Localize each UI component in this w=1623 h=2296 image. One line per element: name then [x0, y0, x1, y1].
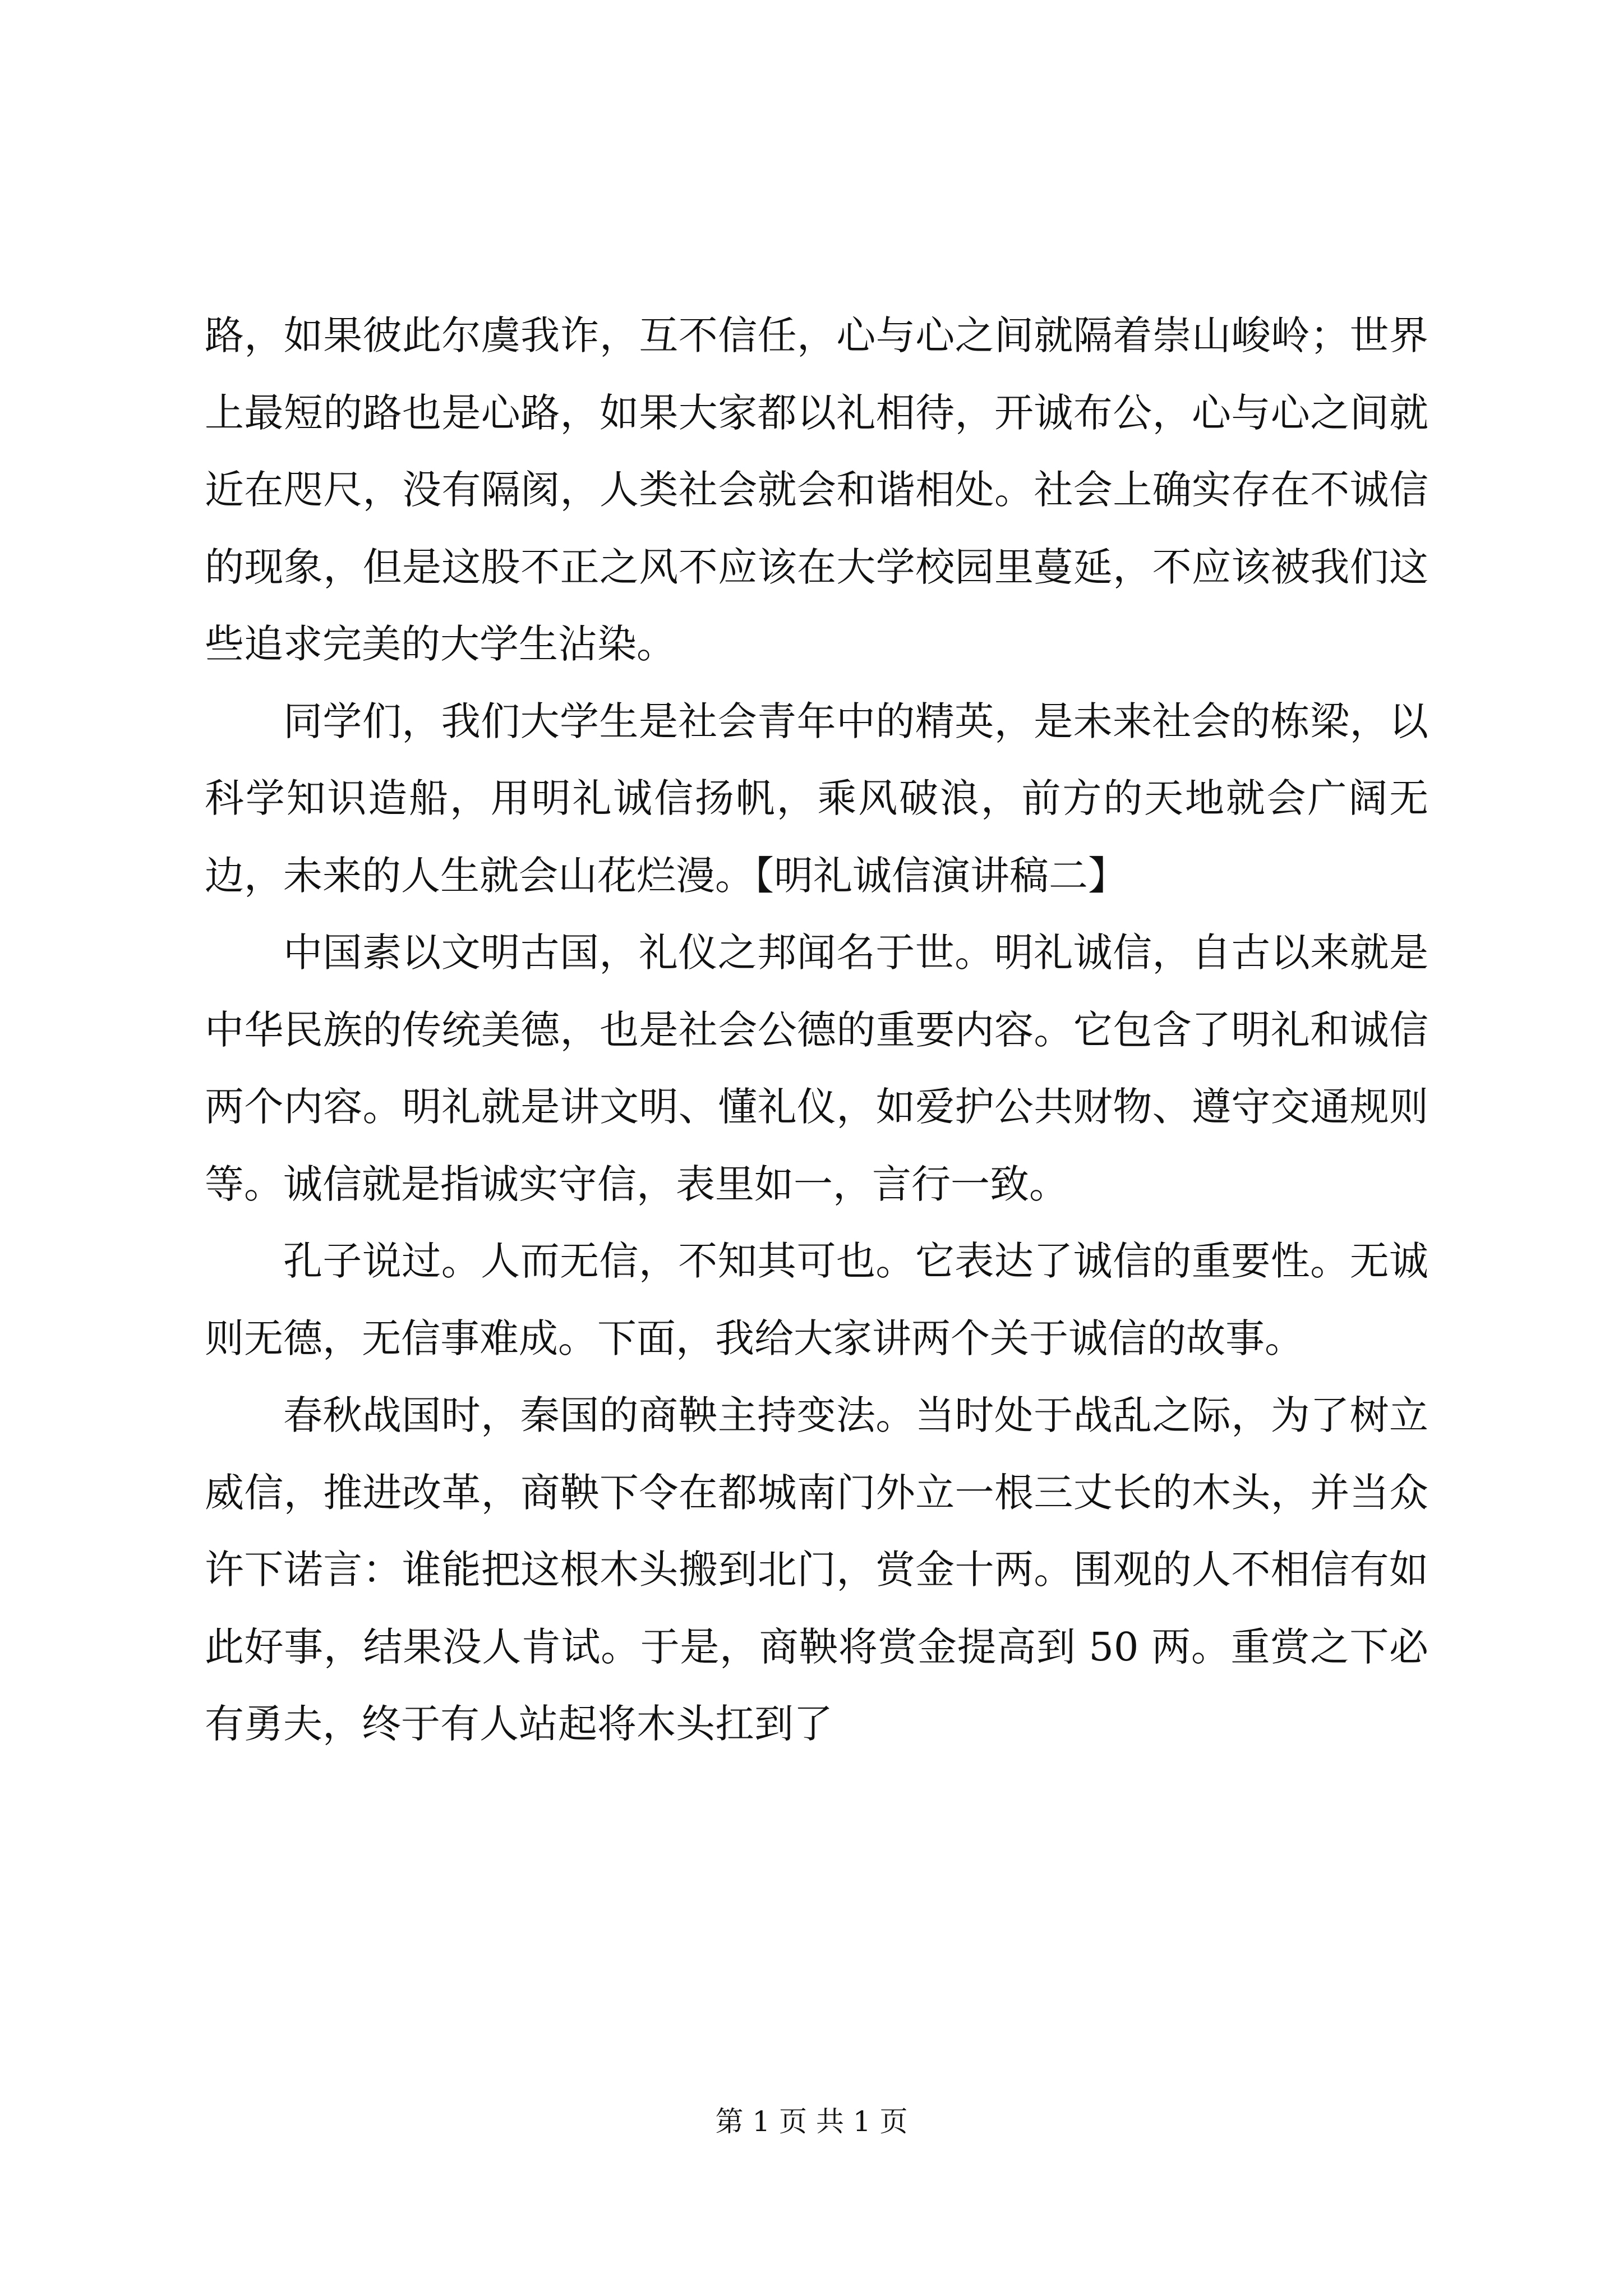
document-body	[205, 297, 1428, 1763]
page-footer: 第 1 页 共 1 页	[715, 2105, 908, 2138]
paragraph-3: 中国素以文明古国，礼仪之邦闻名于世。明礼诚信，自古以来就是中华民族的传统美德，也是社会公德的重要内容。它包含了明礼和诚信两个内容。明礼就是讲文明、懂礼仪，如爱护公共财物、遵守交通规则等。诚信就是指诚实守信，表里如一，言行一致。	[205, 930, 1428, 1207]
paragraph-2: 同学们，我们大学生是社会青年中的精英，是未来社会的栋梁，以科学知识造船，用明礼诚信扬帆，乘风破浪，前方的天地就会广阔无边，未来的人生就会山花烂漫。【明礼诚信演讲稿二】	[205, 698, 1428, 899]
paragraph-4: 孔子说过。人而无信，不知其可也。它表达了诚信的重要性。无诚则无德，无信事难成。下面，我给大家讲两个关于诚信的故事。	[205, 1238, 1428, 1361]
paragraph-1: 路，如果彼此尔虞我诈，互不信任，心与心之间就隔着崇山峻岭；世界上最短的路也是心路，如果大家都以礼相待，开诚布公，心与心之间就近在咫尺，没有隔阂，人类社会就会和谐相处。社会上确实存在不诚信的现象，但是这股不正之风不应该在大学校园里蔓延，不应该被我们这些追求完美的大学生沾染。	[205, 312, 1428, 667]
paragraph-5: 春秋战国时，秦国的商鞅主持变法。当时处于战乱之际，为了树立威信，推进改革，商鞅下令在都城南门外立一根三丈长的木头，并当众许下诺言：谁能把这根木头搬到北门，赏金十两。围观的人不相信有如此好事，结果没人肯试。于是，商鞅将赏金提高到 50 两。重赏之下必有勇夫，终于有人站起将木头扛到了	[205, 1392, 1428, 1747]
